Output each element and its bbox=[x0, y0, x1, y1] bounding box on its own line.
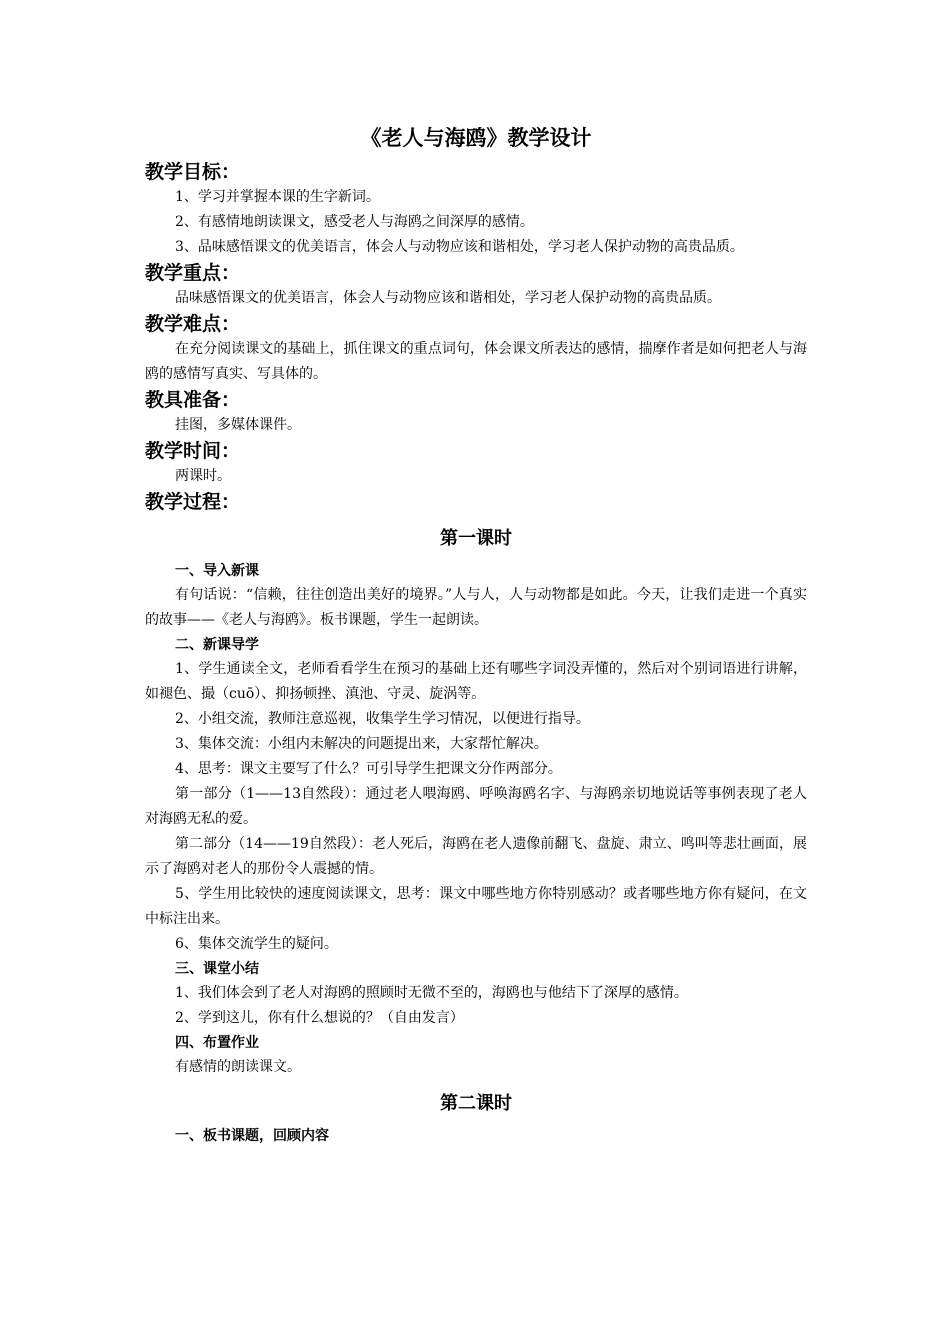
objective-item: 1、学习并掌握本课的生字新词。 bbox=[175, 189, 380, 205]
lesson2-heading: 第二课时 bbox=[440, 1093, 512, 1114]
lesson1-part2-item: 第一部分（1——13自然段）：通过老人喂海鸥、呼唤海鸥名字、与海鸥亲切地说话等事例表现了老人对海鸥无私的爱。 bbox=[145, 786, 807, 827]
lesson1-part2-item: 第二部分（14——19自然段）：老人死后，海鸥在老人遗像前翻飞、盘旋、肃立、鸣叫等悲壮画面，展示了海鸥对老人的那份令人震撼的情。 bbox=[145, 836, 807, 877]
lesson1-part2-item: 5、学生用比较快的速度阅读课文，思考：课文中哪些地方你特别感动？或者哪些地方你有疑问，在文中标注出来。 bbox=[145, 886, 807, 927]
key-points-heading: 教学重点： bbox=[145, 262, 241, 284]
lesson2-part1-heading: 一、板书课题，回顾内容 bbox=[175, 1128, 329, 1144]
key-points-text: 品味感悟课文的优美语言，体会人与动物应该和谐相处，学习老人保护动物的高贵品质。 bbox=[175, 290, 721, 306]
materials-heading: 教具准备： bbox=[145, 389, 241, 411]
lesson1-part2-heading: 二、新课导学 bbox=[175, 637, 259, 653]
time-heading: 教学时间： bbox=[145, 440, 241, 462]
lesson1-part2-item: 3、集体交流：小组内未解决的问题提出来，大家帮忙解决。 bbox=[175, 736, 548, 752]
lesson1-part4-heading: 四、布置作业 bbox=[175, 1035, 259, 1051]
lesson1-part3-item: 1、我们体会到了老人对海鸥的照顾时无微不至的，海鸥也与他结下了深厚的感情。 bbox=[175, 985, 688, 1001]
lesson1-heading: 第一课时 bbox=[440, 528, 512, 549]
lesson1-part2-item: 2、小组交流，教师注意巡视，收集学生学习情况，以便进行指导。 bbox=[175, 711, 590, 727]
lesson1-part2-item: 6、集体交流学生的疑问。 bbox=[175, 936, 338, 952]
lesson1-part2-item: 4、思考：课文主要写了什么？可引导学生把课文分作两部分。 bbox=[175, 761, 562, 777]
lesson1-part2-item: 1、学生通读全文，老师看看学生在预习的基础上还有哪些字词没弄懂的，然后对个别词语进行讲解，如褪色、撮（cuō）、抑扬顿挫、滇池、守灵、旋涡等。 bbox=[145, 661, 807, 702]
difficulties-heading: 教学难点： bbox=[145, 313, 241, 335]
time-text: 两课时。 bbox=[175, 468, 231, 484]
lesson1-part1-heading: 一、导入新课 bbox=[175, 563, 259, 579]
objective-item: 2、有感情地朗读课文，感受老人与海鸥之间深厚的感情。 bbox=[175, 214, 534, 230]
lesson1-part4-text: 有感情的朗读课文。 bbox=[175, 1059, 301, 1075]
objective-item: 3、品味感悟课文的优美语言，体会人与动物应该和谐相处，学习老人保护动物的高贵品质。 bbox=[175, 239, 744, 255]
lesson1-part3-item: 2、学到这儿，你有什么想说的？（自由发言） bbox=[175, 1010, 464, 1026]
lesson1-part1-text: 有句话说：“信赖，往往创造出美好的境界。”人与人，人与动物都是如此。今天，让我们走进一个真实的故事——《老人与海鸥》。板书课题，学生一起朗读。 bbox=[145, 587, 807, 628]
document-title: 《老人与海鸥》教学设计 bbox=[360, 126, 592, 150]
objectives-heading: 教学目标： bbox=[145, 161, 241, 183]
materials-text: 挂图，多媒体课件。 bbox=[175, 417, 301, 433]
difficulties-text: 在充分阅读课文的基础上，抓住课文的重点词句，体会课文所表达的感情，揣摩作者是如何把老人与海鸥的感情写真实、写具体的。 bbox=[145, 341, 807, 382]
process-heading: 教学过程： bbox=[145, 491, 241, 513]
lesson1-part3-heading: 三、课堂小结 bbox=[175, 961, 259, 977]
document-body bbox=[145, 123, 807, 1148]
